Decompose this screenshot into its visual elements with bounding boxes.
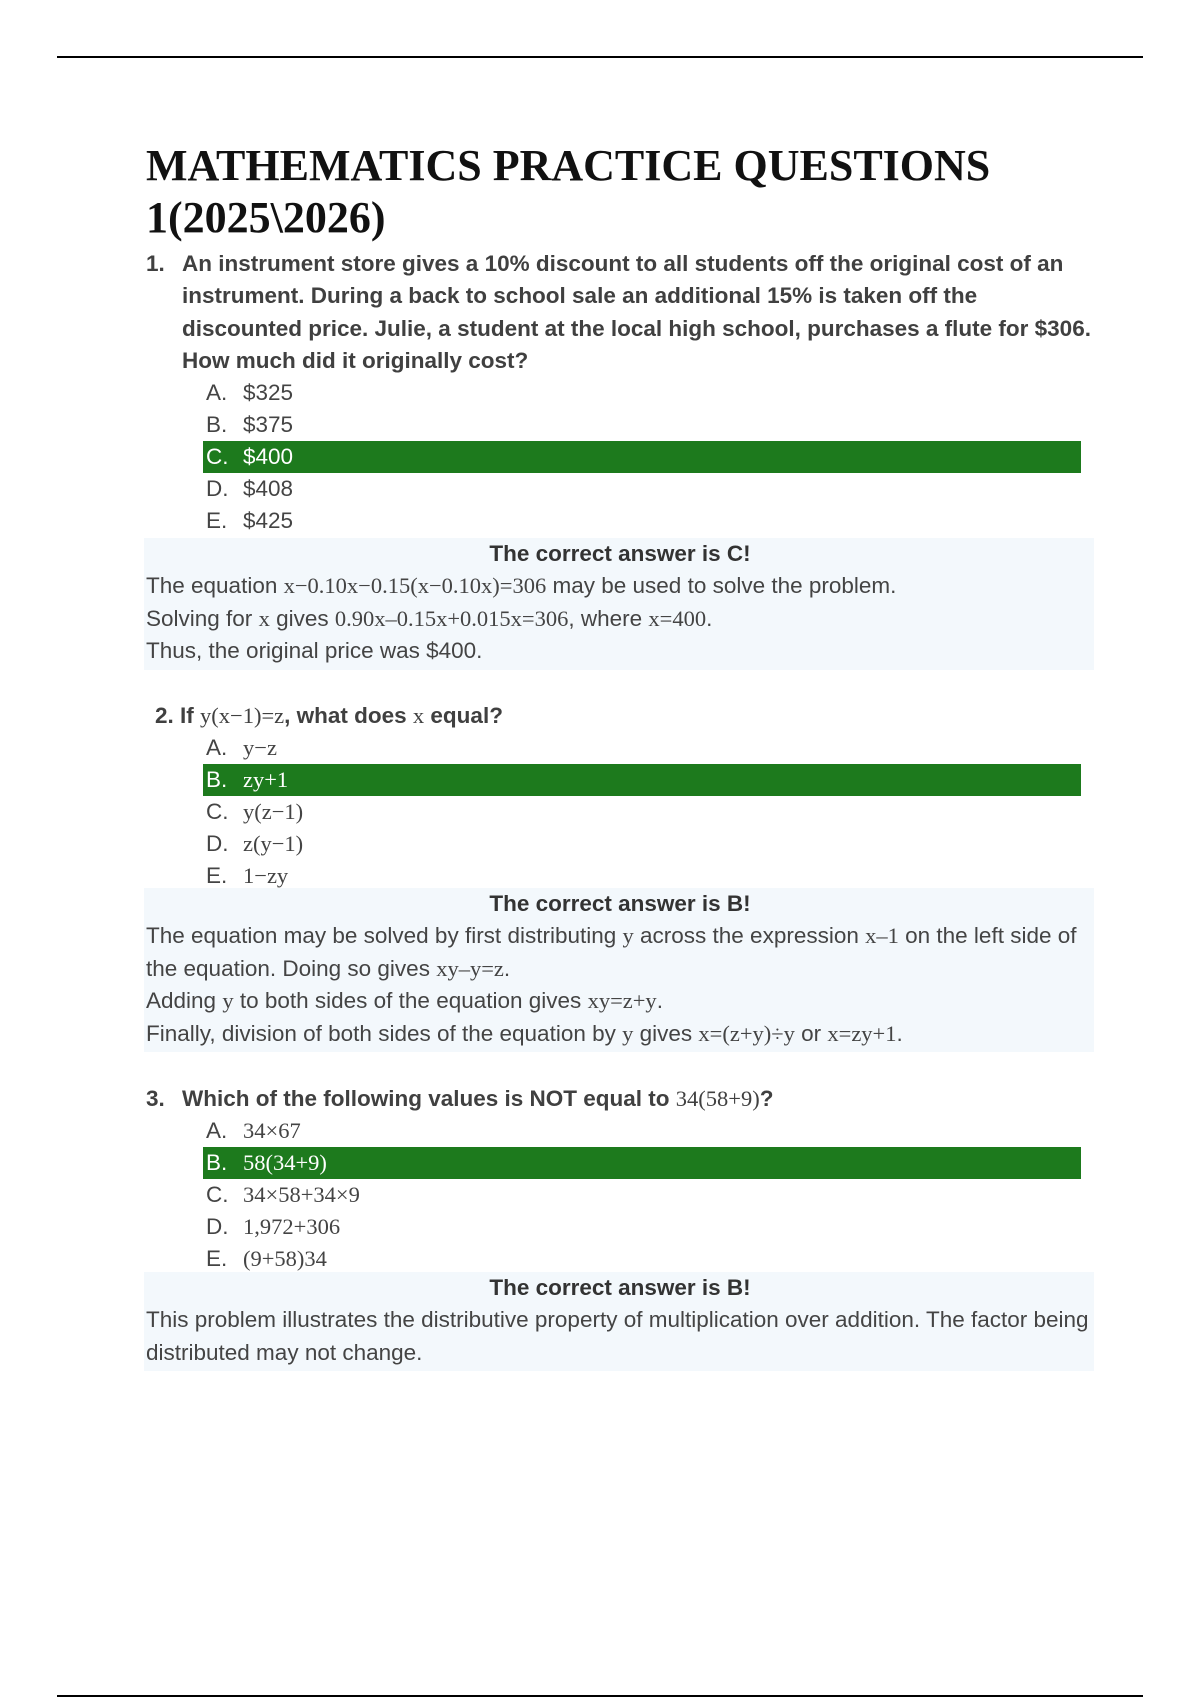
question-number: 2. [155,703,174,728]
explanation-line: Thus, the original price was $400. [146,638,483,664]
explanation-line: Adding y to both sides of the equation gives xy=z+y. [146,988,663,1014]
answer-header: The correct answer is B! [489,1275,751,1300]
explanation-line: The equation x−0.10x−0.15(x−0.10x)=306 may be used to solve the problem. [146,573,897,599]
option-c-correct[interactable]: C. $400 [203,441,1081,473]
option-d[interactable]: D. z(y−1) [206,831,304,856]
option-d[interactable]: D. 1,972+306 [206,1214,341,1239]
option-e[interactable]: E. 1−zy [206,863,289,888]
explanation-1 [144,538,1094,670]
option-d[interactable]: D. $408 [206,476,294,501]
option-b[interactable]: B. $375 [206,412,294,437]
option-e[interactable]: E. (9+58)34 [206,1246,327,1271]
question-1-options [203,377,1081,537]
answer-header: The correct answer is B! [489,891,751,916]
option-c[interactable]: C. 34×58+34×9 [206,1182,360,1207]
explanation-line: Finally, division of both sides of the equation by y gives x=(z+y)÷y or x=zy+1. [146,1020,903,1046]
option-b-correct[interactable]: B. 58(34+9) [203,1147,1081,1179]
question-number: 3. [146,1086,165,1111]
option-e[interactable]: E. $425 [206,508,294,533]
option-a[interactable]: A. 34×67 [206,1118,301,1143]
answer-header: The correct answer is C! [489,541,751,566]
question-1 [146,248,1096,378]
bottom-rule [57,1695,1143,1697]
explanation-line: Solving for x gives 0.90x–0.15x+0.015x=306, where x=400. [146,605,713,631]
option-c[interactable]: C. y(z−1) [206,799,304,824]
explanation-3 [144,1272,1094,1371]
top-rule [57,56,1143,58]
option-a[interactable]: A. y−z [206,735,277,760]
question-text: Which of the following values is NOT equal to 34(58+9)? [182,1086,774,1111]
question-text: An instrument store gives a 10% discount to all students off the original cost of an instrument. During a back to school sale an additional 15% is taken off the discounted price. Julie, a student at the local high school, purchases a flute for $306. How much did it originally cost? [182,251,1091,374]
page-title: MATHEMATICS PRACTICE QUESTIONS 1(2025\2026) [146,141,991,242]
question-2 [155,700,1105,732]
explanation-line: This problem illustrates the distributive property of multiplication over addition. The factor being distributed may not change. [146,1307,1089,1365]
explanation-2 [144,888,1094,1052]
explanation-line: The equation may be solved by first distributing y across the expression x–1 on the left side of the equation. Doing so gives xy–y=z. [146,923,1077,981]
question-3-options [203,1115,1081,1275]
option-a[interactable]: A. $325 [206,380,294,405]
question-text: If y(x−1)=z, what does x equal? [180,703,503,728]
question-number: 1. [146,251,165,276]
question-3 [146,1083,1096,1115]
option-b-correct[interactable]: B. zy+1 [203,764,1081,796]
question-2-options [203,732,1081,892]
